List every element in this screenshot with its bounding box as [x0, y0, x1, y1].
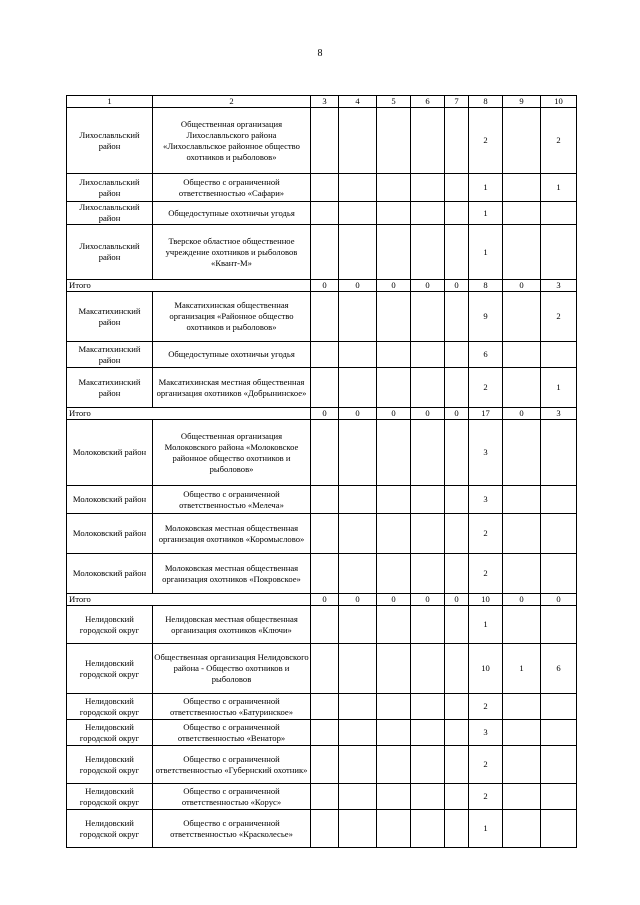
- value-cell: [503, 202, 541, 225]
- value-cell: [311, 108, 339, 174]
- total-value-cell: 0: [377, 408, 411, 420]
- header-cell: 5: [377, 96, 411, 108]
- value-cell: [541, 554, 577, 594]
- value-cell: [311, 810, 339, 848]
- organization-cell: Общество с ограниченной ответственностью «Сафари»: [153, 174, 311, 202]
- total-label: Итого: [67, 408, 311, 420]
- value-cell: 1: [503, 644, 541, 694]
- total-value-cell: 3: [541, 408, 577, 420]
- value-cell: [503, 720, 541, 746]
- value-cell: [445, 720, 469, 746]
- value-cell: [377, 174, 411, 202]
- value-cell: [503, 514, 541, 554]
- value-cell: [445, 368, 469, 408]
- value-cell: [411, 810, 445, 848]
- value-cell: [503, 292, 541, 342]
- header-cell: 6: [411, 96, 445, 108]
- value-cell: 2: [469, 368, 503, 408]
- value-cell: [311, 174, 339, 202]
- organization-cell: Молоковская местная общественная организация охотников «Коромыслово»: [153, 514, 311, 554]
- header-row: [67, 96, 577, 108]
- total-value-cell: 8: [469, 280, 503, 292]
- value-cell: 1: [469, 606, 503, 644]
- district-cell: Молоковский район: [67, 554, 153, 594]
- value-cell: [377, 694, 411, 720]
- page-number: 8: [317, 48, 323, 59]
- district-cell: Нелидовский городской округ: [67, 644, 153, 694]
- value-cell: [311, 694, 339, 720]
- organization-cell: Нелидовская местная общественная организация охотников «Ключи»: [153, 606, 311, 644]
- value-cell: [411, 225, 445, 280]
- value-cell: [541, 810, 577, 848]
- table-row: [67, 342, 577, 368]
- value-cell: [339, 720, 377, 746]
- total-value-cell: 0: [503, 280, 541, 292]
- total-label: Итого: [67, 280, 311, 292]
- district-cell: Лихославльский район: [67, 202, 153, 225]
- header-cell: 1: [67, 96, 153, 108]
- value-cell: [377, 225, 411, 280]
- table-row: [67, 514, 577, 554]
- total-value-cell: 0: [445, 408, 469, 420]
- value-cell: [377, 420, 411, 486]
- value-cell: [541, 784, 577, 810]
- organization-cell: Максатихинская общественная организация «Районное общество охотников и рыболовов»: [153, 292, 311, 342]
- value-cell: [503, 554, 541, 594]
- value-cell: [377, 810, 411, 848]
- organization-cell: Общедоступные охотничьи угодья: [153, 202, 311, 225]
- value-cell: 2: [469, 694, 503, 720]
- value-cell: [411, 292, 445, 342]
- value-cell: [377, 720, 411, 746]
- value-cell: [541, 486, 577, 514]
- value-cell: [411, 720, 445, 746]
- total-value-cell: 0: [377, 280, 411, 292]
- district-cell: Максатихинский район: [67, 342, 153, 368]
- header-cell: 3: [311, 96, 339, 108]
- total-value-cell: 0: [339, 408, 377, 420]
- district-cell: Максатихинский район: [67, 292, 153, 342]
- value-cell: [411, 174, 445, 202]
- value-cell: [311, 292, 339, 342]
- value-cell: 1: [469, 810, 503, 848]
- total-value-cell: 0: [311, 594, 339, 606]
- value-cell: [541, 202, 577, 225]
- value-cell: [311, 784, 339, 810]
- value-cell: [311, 486, 339, 514]
- value-cell: [411, 606, 445, 644]
- value-cell: [503, 420, 541, 486]
- value-cell: [377, 108, 411, 174]
- table-row: [67, 810, 577, 848]
- table-row: [67, 694, 577, 720]
- value-cell: [311, 342, 339, 368]
- value-cell: [411, 486, 445, 514]
- header-cell: 10: [541, 96, 577, 108]
- value-cell: 2: [469, 554, 503, 594]
- district-cell: Нелидовский городской округ: [67, 694, 153, 720]
- value-cell: [377, 486, 411, 514]
- value-cell: [445, 225, 469, 280]
- value-cell: [445, 108, 469, 174]
- value-cell: [339, 292, 377, 342]
- total-value-cell: 17: [469, 408, 503, 420]
- value-cell: 1: [541, 174, 577, 202]
- value-cell: [541, 342, 577, 368]
- value-cell: 1: [469, 202, 503, 225]
- organization-cell: Общественная организация Нелидовского района - Общество охотников и рыболовов: [153, 644, 311, 694]
- district-cell: Лихославльский район: [67, 225, 153, 280]
- value-cell: [541, 746, 577, 784]
- total-value-cell: 0: [541, 594, 577, 606]
- value-cell: [503, 225, 541, 280]
- table-row: [67, 108, 577, 174]
- district-cell: Нелидовский городской округ: [67, 720, 153, 746]
- table-row: [67, 368, 577, 408]
- value-cell: [541, 420, 577, 486]
- value-cell: [377, 746, 411, 784]
- value-cell: [311, 202, 339, 225]
- value-cell: 2: [469, 108, 503, 174]
- table-row: [67, 202, 577, 225]
- value-cell: [445, 202, 469, 225]
- value-cell: [541, 606, 577, 644]
- value-cell: [377, 606, 411, 644]
- table-row: [67, 292, 577, 342]
- hunting-grounds-table: [66, 95, 577, 848]
- total-label: Итого: [67, 594, 311, 606]
- header-cell: 9: [503, 96, 541, 108]
- value-cell: [339, 225, 377, 280]
- table-row: [67, 720, 577, 746]
- organization-cell: Максатихинская местная общественная организация охотников «Добрынинское»: [153, 368, 311, 408]
- value-cell: [503, 368, 541, 408]
- value-cell: [377, 342, 411, 368]
- value-cell: [411, 202, 445, 225]
- value-cell: 3: [469, 486, 503, 514]
- value-cell: [445, 606, 469, 644]
- header-cell: 2: [153, 96, 311, 108]
- value-cell: [339, 420, 377, 486]
- value-cell: 3: [469, 420, 503, 486]
- value-cell: [339, 810, 377, 848]
- value-cell: [503, 784, 541, 810]
- total-value-cell: 0: [311, 408, 339, 420]
- value-cell: [311, 225, 339, 280]
- value-cell: [445, 554, 469, 594]
- value-cell: 2: [469, 746, 503, 784]
- value-cell: [311, 606, 339, 644]
- value-cell: [377, 514, 411, 554]
- organization-cell: Общество с ограниченной ответственностью «Батуринское»: [153, 694, 311, 720]
- value-cell: [503, 108, 541, 174]
- organization-cell: Общество с ограниченной ответственностью «Корус»: [153, 784, 311, 810]
- value-cell: [311, 746, 339, 784]
- total-value-cell: 0: [339, 280, 377, 292]
- value-cell: [311, 644, 339, 694]
- value-cell: [503, 694, 541, 720]
- value-cell: 2: [469, 514, 503, 554]
- value-cell: [411, 514, 445, 554]
- value-cell: [445, 746, 469, 784]
- value-cell: [445, 174, 469, 202]
- district-cell: Нелидовский городской округ: [67, 606, 153, 644]
- value-cell: [411, 420, 445, 486]
- value-cell: [339, 202, 377, 225]
- total-value-cell: 0: [445, 594, 469, 606]
- value-cell: [377, 554, 411, 594]
- value-cell: [411, 746, 445, 784]
- value-cell: [541, 225, 577, 280]
- value-cell: 9: [469, 292, 503, 342]
- value-cell: [377, 292, 411, 342]
- value-cell: [377, 784, 411, 810]
- value-cell: 2: [469, 784, 503, 810]
- value-cell: 1: [541, 368, 577, 408]
- value-cell: [311, 554, 339, 594]
- value-cell: [411, 694, 445, 720]
- value-cell: [311, 368, 339, 408]
- value-cell: [541, 514, 577, 554]
- table-row: [67, 554, 577, 594]
- table-row: [67, 606, 577, 644]
- value-cell: [377, 368, 411, 408]
- total-value-cell: 0: [503, 408, 541, 420]
- value-cell: [339, 746, 377, 784]
- total-row: [67, 594, 577, 606]
- value-cell: [445, 420, 469, 486]
- value-cell: 10: [469, 644, 503, 694]
- district-cell: Молоковский район: [67, 486, 153, 514]
- value-cell: [339, 514, 377, 554]
- value-cell: 6: [541, 644, 577, 694]
- district-cell: Молоковский район: [67, 514, 153, 554]
- organization-cell: Молоковская местная общественная организация охотников «Покровское»: [153, 554, 311, 594]
- value-cell: [339, 108, 377, 174]
- table-row: [67, 174, 577, 202]
- district-cell: Лихославльский район: [67, 108, 153, 174]
- value-cell: [339, 644, 377, 694]
- value-cell: [339, 554, 377, 594]
- value-cell: [339, 342, 377, 368]
- value-cell: [377, 644, 411, 694]
- value-cell: [311, 420, 339, 486]
- value-cell: [411, 342, 445, 368]
- value-cell: [411, 784, 445, 810]
- district-cell: Нелидовский городской округ: [67, 746, 153, 784]
- value-cell: [339, 486, 377, 514]
- value-cell: [339, 606, 377, 644]
- organization-cell: Общественная организация Лихославльского района «Лихославльское районное общество охотников и рыболовов»: [153, 108, 311, 174]
- value-cell: [445, 810, 469, 848]
- value-cell: 2: [541, 108, 577, 174]
- total-value-cell: 0: [311, 280, 339, 292]
- organization-cell: Общество с ограниченной ответственностью «Мелеча»: [153, 486, 311, 514]
- district-cell: Молоковский район: [67, 420, 153, 486]
- table-row: [67, 486, 577, 514]
- total-value-cell: 3: [541, 280, 577, 292]
- table-row: [67, 644, 577, 694]
- value-cell: [445, 784, 469, 810]
- table-row: [67, 420, 577, 486]
- value-cell: [445, 694, 469, 720]
- value-cell: [503, 606, 541, 644]
- value-cell: [503, 174, 541, 202]
- value-cell: [541, 720, 577, 746]
- value-cell: [377, 202, 411, 225]
- organization-cell: Общество с ограниченной ответственностью «Венатор»: [153, 720, 311, 746]
- organization-cell: Общество с ограниченной ответственностью «Губернский охотник»: [153, 746, 311, 784]
- value-cell: [411, 644, 445, 694]
- district-cell: Нелидовский городской округ: [67, 784, 153, 810]
- total-value-cell: 0: [339, 594, 377, 606]
- value-cell: [445, 342, 469, 368]
- value-cell: 3: [469, 720, 503, 746]
- total-row: [67, 408, 577, 420]
- value-cell: 2: [541, 292, 577, 342]
- value-cell: 1: [469, 174, 503, 202]
- total-value-cell: 0: [445, 280, 469, 292]
- value-cell: [503, 486, 541, 514]
- value-cell: 1: [469, 225, 503, 280]
- value-cell: [541, 694, 577, 720]
- total-value-cell: 0: [377, 594, 411, 606]
- value-cell: [339, 174, 377, 202]
- table-row: [67, 784, 577, 810]
- value-cell: [411, 554, 445, 594]
- organization-cell: Тверское областное общественное учреждение охотников и рыболовов «Квант-М»: [153, 225, 311, 280]
- value-cell: [411, 108, 445, 174]
- value-cell: [311, 720, 339, 746]
- value-cell: [503, 746, 541, 784]
- value-cell: [339, 784, 377, 810]
- value-cell: [445, 644, 469, 694]
- value-cell: [503, 810, 541, 848]
- value-cell: [411, 368, 445, 408]
- value-cell: [445, 486, 469, 514]
- value-cell: [445, 514, 469, 554]
- district-cell: Максатихинский район: [67, 368, 153, 408]
- value-cell: [339, 368, 377, 408]
- total-value-cell: 0: [411, 280, 445, 292]
- header-cell: 4: [339, 96, 377, 108]
- value-cell: [311, 514, 339, 554]
- district-cell: Нелидовский городской округ: [67, 810, 153, 848]
- district-cell: Лихославльский район: [67, 174, 153, 202]
- organization-cell: Общедоступные охотничьи угодья: [153, 342, 311, 368]
- total-row: [67, 280, 577, 292]
- header-cell: 8: [469, 96, 503, 108]
- total-value-cell: 10: [469, 594, 503, 606]
- organization-cell: Общественная организация Молоковского района «Молоковское районное общество охотников и рыболовов»: [153, 420, 311, 486]
- table-row: [67, 746, 577, 784]
- organization-cell: Общество с ограниченной ответственностью «Красколесье»: [153, 810, 311, 848]
- value-cell: [503, 342, 541, 368]
- total-value-cell: 0: [503, 594, 541, 606]
- total-value-cell: 0: [411, 408, 445, 420]
- value-cell: [339, 694, 377, 720]
- total-value-cell: 0: [411, 594, 445, 606]
- value-cell: [445, 292, 469, 342]
- header-cell: 7: [445, 96, 469, 108]
- value-cell: 6: [469, 342, 503, 368]
- table-row: [67, 225, 577, 280]
